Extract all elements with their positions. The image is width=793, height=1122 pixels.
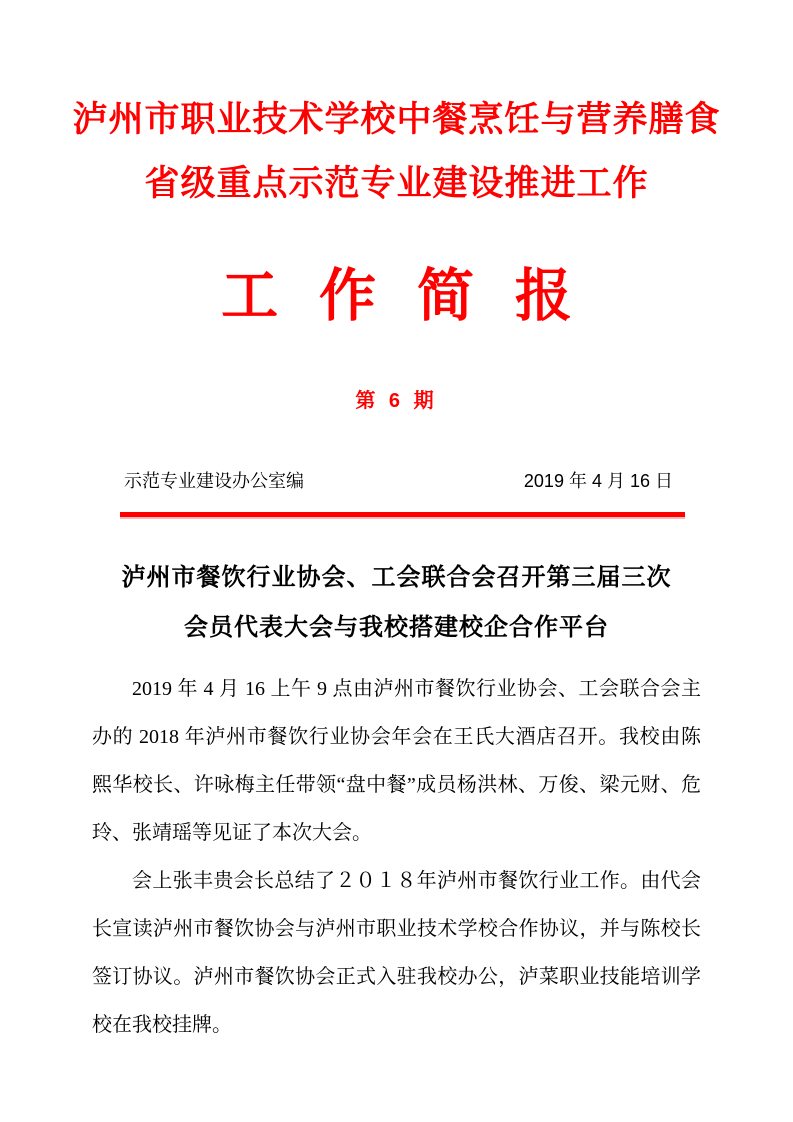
masthead-title [0, 0, 793, 216]
masthead-divider-shadow [120, 517, 685, 519]
issue-number: 第 6 期 [355, 390, 438, 412]
bulletin-title: 工 作 简 报 [221, 264, 585, 328]
masthead [0, 0, 793, 519]
editor-label: 示范专业建设办公室编 [124, 471, 304, 491]
article-body [92, 665, 701, 1049]
article-heading-line2: 会员代表大会与我校搭建校企合作平台 [184, 614, 609, 641]
body-paragraph: 2019 年 4 月 16 上午 9 点由泸州市餐饮行业协会、工会联合会主办的 2018 年泸州市餐饮行业协会年会在王氏大酒店召开。我校由陈熙华校长、许咏梅主任带领“盘中餐”成员杨洪林、万俊、梁元财、危玲、张靖瑶等见证了本次大会。 [92, 678, 701, 844]
article-heading [60, 553, 733, 653]
byline-row [124, 467, 673, 493]
masthead-title-line1: 泸州市职业技术学校中餐烹饪与营养膳食 [72, 100, 721, 139]
issue-date: 2019 年 4 月 16 日 [523, 471, 673, 491]
body-paragraph: 会上张丰贵会长总结了２０１８年泸州市餐饮行业工作。由代会长宣读泸州市餐饮协会与泸州市职业技术学校合作协议，并与陈校长签订协议。泸州市餐饮协会正式入驻我校办公，泸菜职业技能培训学校在我校挂牌。 [92, 870, 701, 1036]
article-heading-line1: 泸州市餐饮行业协会、工会联合会召开第三届三次 [121, 564, 672, 591]
article [0, 553, 793, 1049]
masthead-title-line2: 省级重点示范专业建设推进工作 [144, 164, 649, 203]
